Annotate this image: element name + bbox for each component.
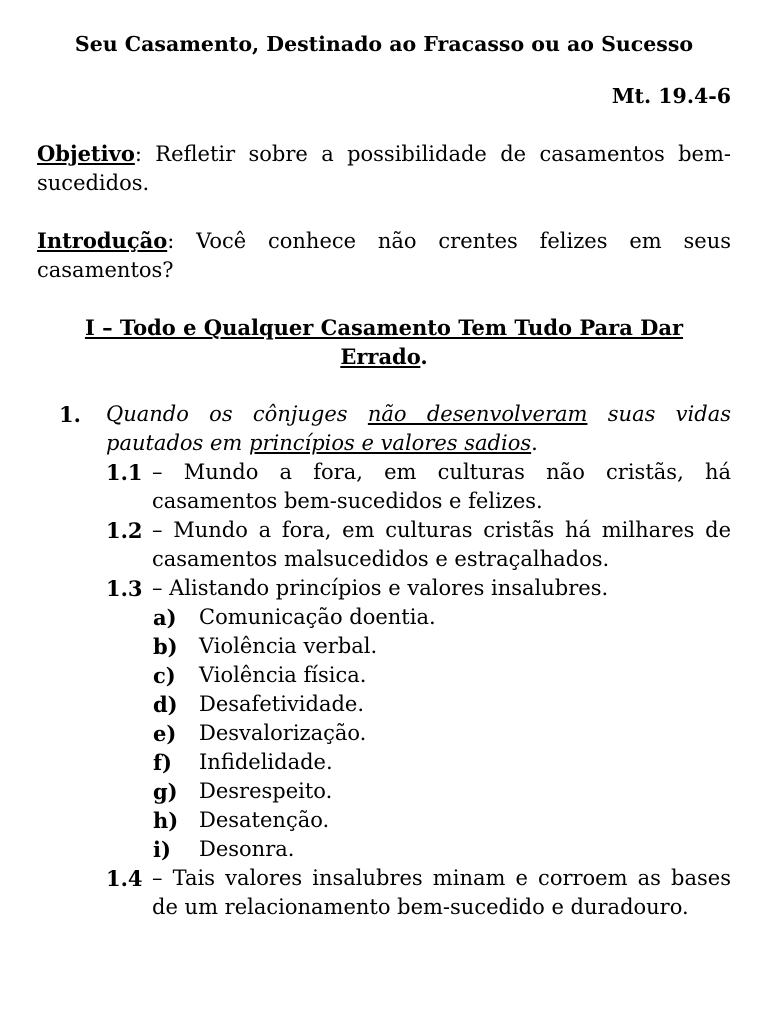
letter-item-c — [37, 661, 731, 690]
subitem-text: – Alistando princípios e valores insalubres. — [152, 576, 609, 600]
introduction-text: : Você conhece não crentes felizes em seus casamentos? — [37, 229, 731, 282]
letter-marker: i) — [153, 837, 171, 862]
section-heading-title: I – Todo e Qualquer Casamento Tem Tudo Para Dar Errado — [84, 315, 684, 369]
letter-marker: d) — [153, 692, 178, 717]
letter-marker: e) — [153, 721, 177, 746]
subitem-1-1 — [37, 458, 731, 516]
letter-item-g — [37, 777, 731, 806]
letter-marker: b) — [153, 634, 178, 659]
letter-item-f — [37, 748, 731, 777]
list-item-text — [106, 402, 731, 455]
subitem-1-4 — [37, 864, 731, 922]
letter-item-i — [37, 835, 731, 864]
objective-label: Objetivo — [37, 141, 135, 166]
letter-item-d — [37, 690, 731, 719]
letter-text: Desvalorização. — [199, 721, 367, 745]
letter-text: Comunicação doentia. — [199, 605, 436, 629]
list-item-number: 1. — [59, 402, 81, 427]
letter-text: Desatenção. — [199, 808, 330, 832]
letter-text: Infidelidade. — [199, 750, 333, 774]
letter-marker: c) — [153, 663, 176, 688]
objective-paragraph — [37, 139, 731, 198]
letter-item-a — [37, 603, 731, 632]
subitem-number: 1.3 — [106, 576, 143, 601]
list-item-text-part: Quando os cônjuges — [106, 402, 368, 426]
letter-text: Desrespeito. — [199, 779, 333, 803]
list-item-underlined-1: não desenvolveram — [367, 402, 588, 426]
letter-marker: a) — [153, 605, 177, 630]
subitem-number: 1.2 — [106, 518, 143, 543]
subitem-1-3 — [37, 574, 731, 603]
letter-marker: g) — [153, 779, 178, 804]
section-heading-period: . — [420, 344, 428, 369]
list-item-text-part: suas vidas pautados em — [106, 402, 731, 455]
letter-text: Violência física. — [199, 663, 367, 687]
document-title: Seu Casamento, Destinado ao Fracasso ou ao Sucesso — [74, 32, 694, 56]
scripture-reference: Mt. 19.4-6 — [611, 84, 731, 108]
subitem-number: 1.1 — [106, 460, 143, 485]
subitem-text: – Mundo a fora, em culturas cristãs há milhares de casamentos malsucedidos e estraçalhados. — [152, 518, 731, 571]
subitem-1-2 — [37, 516, 731, 574]
letter-text: Violência verbal. — [199, 634, 378, 658]
list-item-text-end: . — [531, 431, 538, 455]
introduction-label: Introdução — [37, 228, 168, 253]
list-item-underlined-2: princípios e valores sadios — [249, 431, 532, 455]
letter-item-e — [37, 719, 731, 748]
letter-item-b — [37, 632, 731, 661]
subitem-text: – Mundo a fora, em culturas não cristãs, há casamentos bem-sucedidos e felizes. — [152, 460, 731, 513]
subitem-text: – Tais valores insalubres minam e corroem as bases de um relacionamento bem-sucedido e duradouro. — [152, 866, 731, 919]
subitem-number: 1.4 — [106, 866, 143, 891]
introduction-paragraph — [37, 226, 731, 285]
document-page — [37, 30, 731, 922]
letter-marker: f) — [153, 750, 172, 775]
letter-text: Desonra. — [199, 837, 295, 861]
letter-text: Desafetividade. — [199, 692, 365, 716]
letter-marker: h) — [153, 808, 179, 833]
list-item-1 — [37, 400, 731, 458]
letter-item-h — [37, 806, 731, 835]
objective-text: : Refletir sobre a possibilidade de casamentos bem-sucedidos. — [37, 142, 731, 195]
section-heading — [37, 313, 731, 371]
